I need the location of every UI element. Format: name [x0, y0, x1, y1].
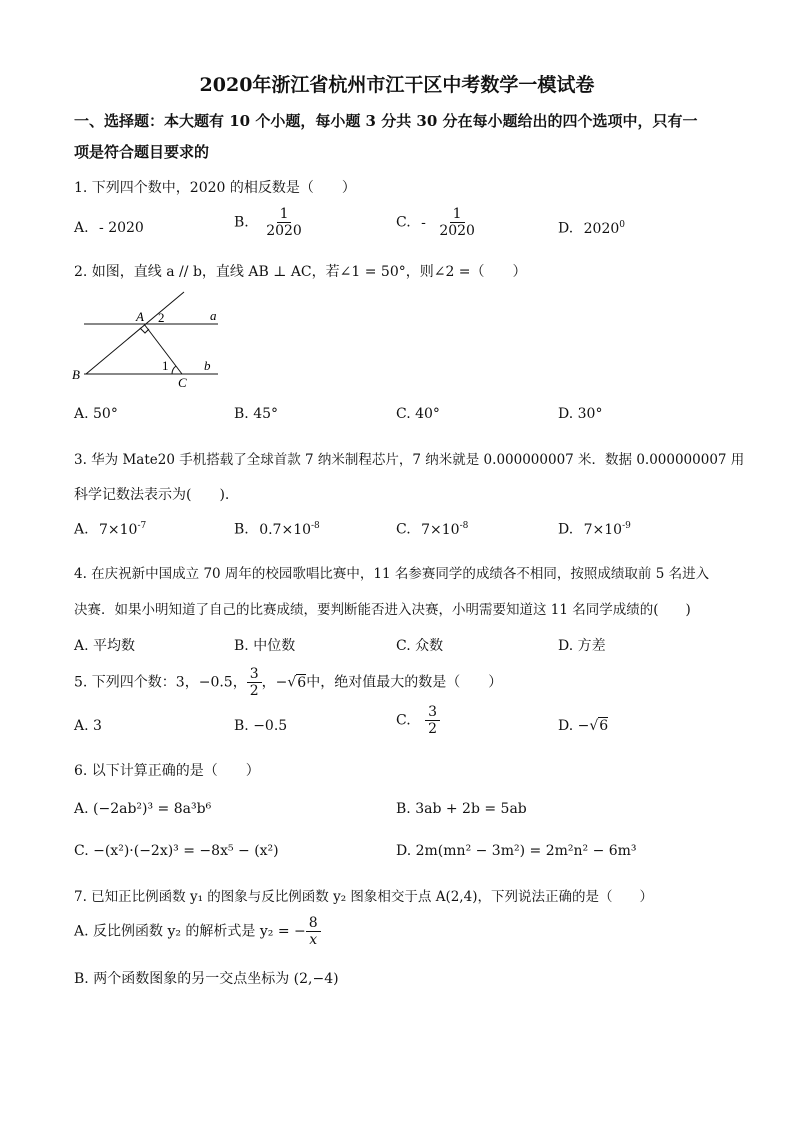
q1-option-b-numerator: 1	[277, 206, 292, 223]
q1-option-c-label: C.	[396, 214, 411, 231]
q3-stem-line1: 3. 华为 Mate20 手机搭载了全球首款 7 纳米制程芯片，7 纳米就是 0.000000007 米．数据 0.000000007 用	[74, 452, 745, 468]
q3-option-a-base: 7×10	[99, 521, 138, 538]
section-heading-line2: 项是符合题目要求的	[74, 143, 210, 161]
q1-option-c	[396, 206, 478, 239]
q1-option-d-label: D.	[558, 220, 574, 237]
q5-option-c-denominator: 2	[428, 721, 438, 738]
q4-stem-line2: 决赛．如果小明知道了自己的比赛成绩，要判断能否进入决赛，小明需要知道这 11 名同学成绩的( )	[74, 602, 691, 618]
q3-option-d	[558, 521, 631, 538]
q5-option-c	[396, 704, 440, 737]
q3-option-a	[74, 521, 146, 538]
q1-option-d-exponent: 0	[619, 220, 626, 230]
q4-stem-line1: 4. 在庆祝新中国成立 70 周年的校园歌唱比赛中，11 名参赛同学的成绩各不相同，按照成绩取前 5 名进入	[74, 566, 710, 582]
q3-option-a-exponent: -7	[137, 521, 147, 531]
q1-option-b-label: B.	[234, 214, 249, 231]
q5-option-d-label: D. −	[558, 718, 590, 734]
q1-stem: 1. 下列四个数中，2020 的相反数是（ ）	[74, 180, 356, 196]
q1-option-d	[558, 220, 625, 237]
q1-option-c-sign: -	[421, 214, 426, 231]
q3-option-c-label: C.	[396, 521, 411, 538]
q5-stem-prefix: 5. 下列四个数：3，−0.5，	[74, 674, 247, 691]
q3-option-c-exponent: -8	[459, 521, 469, 531]
q6-option-b: B. 3ab + 2b = 5ab	[396, 801, 527, 817]
q5-stem-sqrt-radicand: 6	[297, 674, 307, 691]
q1-option-a	[74, 220, 144, 236]
q3-option-d-exponent: -9	[622, 521, 631, 531]
q5-stem-fraction-denominator: 2	[249, 683, 259, 700]
q4-option-d: D. 方差	[558, 638, 606, 654]
q4-option-a: A. 平均数	[74, 638, 136, 654]
q5-stem: 5. 下列四个数：3，−0.5， $\frac{3}{2}$ ，−√6中，绝对值最大的数是（ ）	[74, 666, 503, 700]
q3-option-b-base: 0.7×10	[259, 521, 312, 538]
q1-option-d-base: 2020	[583, 220, 620, 237]
point-b-label: B	[72, 367, 80, 382]
q2-option-d: D. 30°	[558, 406, 603, 422]
q7-option-a-numerator: 8	[306, 915, 321, 932]
q3-option-d-base: 7×10	[583, 521, 623, 538]
q6-option-a: A. (−2ab²)³ = 8a³b⁶	[74, 801, 212, 817]
q2-geometry-figure	[66, 288, 226, 388]
q1-option-c-denominator: 2020	[439, 223, 475, 240]
q4-option-c: C. 众数	[396, 638, 444, 654]
q1-option-c-numerator: 1	[450, 206, 465, 223]
q3-option-c	[396, 521, 468, 538]
angle1-label: 1	[162, 358, 169, 373]
q5-stem-middle: ，−	[261, 674, 288, 691]
q4-option-b: B. 中位数	[234, 638, 296, 654]
q2-option-a: A. 50°	[74, 406, 118, 422]
q6-option-c: C. −(x²)·(−2x)³ = −8x⁵ − (x²)	[74, 843, 279, 859]
q7-option-a	[74, 915, 321, 948]
q2-option-c: C. 40°	[396, 406, 440, 422]
q3-option-a-label: A.	[74, 521, 89, 538]
q5-option-c-numerator: 3	[425, 704, 440, 721]
q6-stem: 6. 以下计算正确的是（ ）	[74, 763, 260, 779]
q5-option-d: D. −√6	[558, 718, 609, 734]
page-title: 2020年浙江省杭州市江干区中考数学一模试卷	[199, 74, 595, 96]
q5-option-c-label: C.	[396, 712, 411, 729]
q1-option-b-denominator: 2020	[266, 223, 302, 240]
q7-option-a-text: A. 反比例函数 y₂ 的解析式是 y₂ = −	[74, 923, 306, 940]
q3-option-c-base: 7×10	[421, 521, 460, 538]
q5-stem-suffix: 中，绝对值最大的数是（ ）	[306, 674, 503, 691]
point-a-label: A	[136, 309, 144, 324]
line-b-label: b	[204, 358, 211, 373]
q3-option-d-label: D.	[558, 521, 574, 538]
q7-option-b: B. 两个函数图象的另一交点坐标为 (2,−4)	[74, 971, 339, 987]
angle2-label: 2	[158, 310, 165, 325]
q1-option-a-text: - 2020	[99, 220, 144, 236]
q1-option-b	[234, 206, 305, 239]
q6-option-d: D. 2m(mn² − 3m²) = 2m²n² − 6m³	[396, 843, 637, 859]
angle1-arc	[172, 366, 176, 374]
q5-stem-fraction-numerator: 3	[247, 666, 262, 683]
q7-stem: 7. 已知正比例函数 y₁ 的图象与反比例函数 y₂ 图象相交于点 A(2,4)，下列说法正确的是（ ）	[74, 889, 653, 905]
point-c-label: C	[178, 375, 187, 388]
q3-option-b-exponent: -8	[311, 521, 320, 531]
q2-stem: 2. 如图，直线 a // b，直线 AB ⊥ AC，若∠1 = 50°，则∠2 =（ ）	[74, 264, 527, 280]
q1-option-a-label: A.	[74, 220, 89, 236]
q3-option-b-label: B.	[234, 521, 249, 538]
section-heading-line1: 一、选择题：本大题有 10 个小题，每小题 3 分共 30 分在每小题给出的四个选项中，只有一	[74, 112, 698, 130]
q3-option-b	[234, 521, 320, 538]
q5-option-a: A. 3	[74, 718, 102, 734]
q7-option-a-denominator: x	[309, 932, 318, 949]
q5-option-d-radicand: 6	[599, 718, 609, 734]
q2-option-b: B. 45°	[234, 406, 279, 422]
line-ab	[86, 292, 184, 374]
q3-stem-line2: 科学记数法表示为( ).	[74, 487, 230, 503]
line-a-label: a	[210, 308, 217, 323]
q5-option-b: B. −0.5	[234, 718, 288, 734]
